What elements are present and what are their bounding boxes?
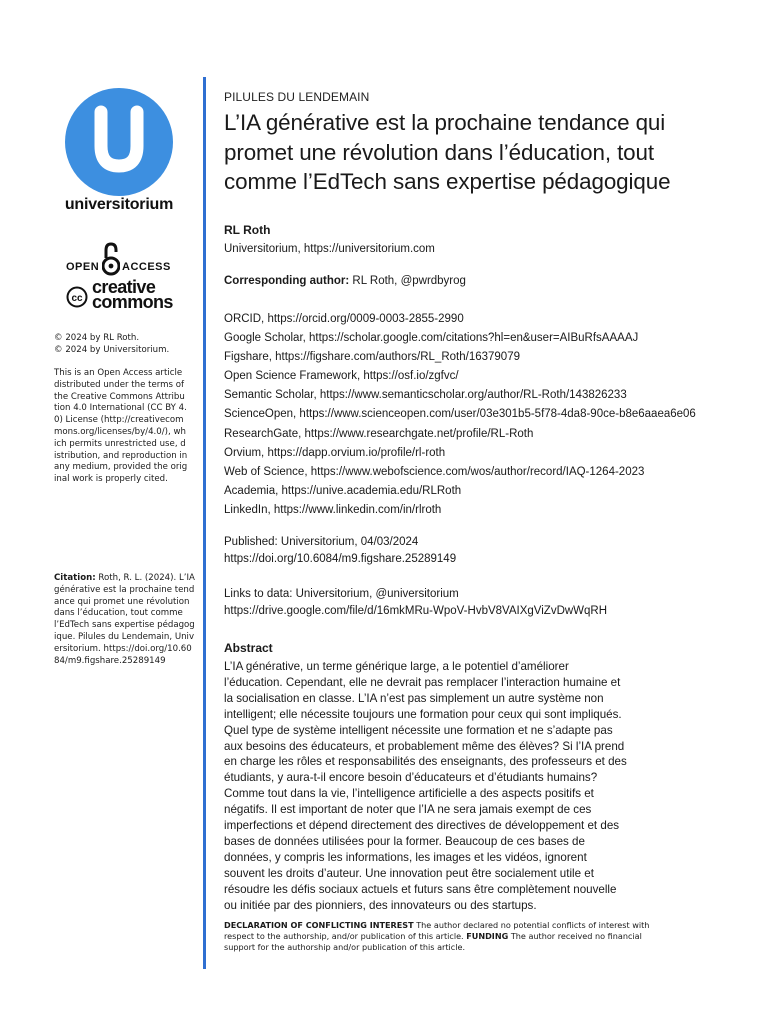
conflict-label: DECLARATION OF CONFLICTING INTEREST	[224, 920, 414, 930]
abstract-line: L’IA générative, un terme générique large, a le potentiel d’améliorer	[224, 660, 569, 673]
identifier-link[interactable]: LinkedIn, https://www.linkedin.com/in/rlroth	[224, 503, 442, 516]
abstract-line: aux besoins des éducateurs, et probablement même des élèves? Si l’IA prend	[224, 739, 625, 753]
abstract-line: Quel type de système intelligent nécessite une formation et ne s’adapte pas	[224, 723, 613, 737]
sidebar	[54, 88, 196, 314]
creative-commons-icon	[66, 286, 88, 308]
corresponding-label: Corresponding author:	[224, 275, 350, 287]
open-access-lock-icon	[102, 242, 120, 276]
doi-link[interactable]: https://doi.org/10.6084/m9.figshare.25289149	[224, 553, 457, 565]
abstract-line: bases de données utilisées pour la former. Beaucoup de ces bases de	[224, 834, 585, 848]
title-line: L’IA générative est la prochaine tendance qui	[224, 110, 666, 135]
title-line: comme l’EdTech sans expertise pédagogique	[224, 169, 671, 194]
published-date: Published: Universitorium, 04/03/2024	[224, 536, 419, 548]
author-affiliation: Universitorium, https://universitorium.com	[224, 243, 435, 255]
brand-logo	[54, 88, 184, 214]
identifier-link[interactable]: ResearchGate, https://www.researchgate.net/profile/RL-Roth	[224, 427, 534, 440]
abstract-heading: Abstract	[224, 641, 273, 655]
citation-label: Citation:	[54, 573, 96, 583]
abstract-line: l’éducation. Cependant, elle ne devrait pas remplacer l’interaction humaine et	[224, 675, 621, 689]
license-text: This is an Open Access article distributed under the terms of the Creative Commons Attribution 4.0 International (CC BY 4.0) License (http://creativecommons.org/licenses/by/4.0/), which permits unrestricted use, distribution, and reproduction in any medium, provided the original work is properly cited.	[54, 368, 188, 485]
conflict-text: The author declared no potential conflicts of interest with respect to the authorship, and/or publication of this article.	[224, 920, 650, 941]
open-access-word-access: ACCESS	[122, 261, 171, 273]
abstract-line: la socialisation en classe. L’IA n’est pas simplement un autre système non	[224, 691, 604, 705]
series-label: PILULES DU LENDEMAIN	[224, 90, 370, 104]
abstract-line: étudiants, y aura-t-il encore besoin d’éducateurs et d’étudiants humains?	[224, 771, 598, 785]
citation-text: Roth, R. L. (2024). L’IA générative est la prochaine tendance qui promet une révolution dans l’éducation, tout comme l’EdTech sans expertise pédagogique. Pilules du Lendemain, Universitorium. https://doi.org/10.6084/m9.figshare.25289149	[54, 573, 195, 666]
article-header	[224, 90, 724, 197]
declaration-block	[224, 920, 664, 953]
svg-text:cc: cc	[71, 293, 83, 304]
data-links-label: Links to data: Universitorium, @universitorium	[224, 588, 459, 600]
article-title	[224, 108, 724, 197]
abstract-line: ou initiée par des pionniers, des innovateurs ou des startups.	[224, 898, 537, 912]
author-identifiers	[224, 310, 696, 520]
citation-block	[54, 573, 196, 667]
publication-info	[224, 534, 456, 568]
abstract-line: données, y compris les informations, les images et les vidéos, ignorent	[224, 850, 587, 864]
identifier-link[interactable]: ScienceOpen, https://www.scienceopen.com/user/03e301b5-5f78-4da8-90ce-b8e6aaea6e06	[224, 408, 696, 421]
copyright-line: © 2024 by RL Roth.	[54, 333, 140, 343]
abstract-line: résoudre les défis sociaux actuels et futurs sans être complètement nouvelle	[224, 882, 617, 896]
identifier-link[interactable]: ORCID, https://orcid.org/0009-0003-2855-2990	[224, 313, 464, 325]
open-access-badge	[54, 242, 184, 314]
corresponding-author	[224, 275, 466, 287]
copyright-line: © 2024 by Universitorium.	[54, 344, 170, 355]
abstract-line: imperfections et dépend directement des directives de développement et des	[224, 819, 620, 833]
identifier-link[interactable]: Google Scholar, https://scholar.google.com/citations?hl=en&user=AIBuRfsAAAAJ	[224, 332, 639, 345]
funding-text: The author received no financial support for the authorship and/or publication of this article.	[224, 931, 642, 952]
corresponding-value: RL Roth, @pwrdbyrog	[349, 275, 466, 287]
data-links-url[interactable]: https://drive.google.com/file/d/16mkMRu-WpoV-HvbV8VAIXgViZvDwWqRH	[224, 605, 608, 617]
identifier-link[interactable]: Academia, https://unive.academia.edu/RLRoth	[224, 484, 462, 497]
abstract-body	[224, 659, 627, 914]
abstract-line: intelligent; elle nécessite toujours une formation pour ceux qui sont impliqués.	[224, 707, 622, 721]
funding-label: FUNDING	[466, 931, 509, 941]
brand-name: universitorium	[64, 196, 174, 213]
abstract-line: souvent les droits d’auteur. Une innovation peut être socialement utile et	[224, 866, 594, 880]
identifier-link[interactable]: Semantic Scholar, https://www.semanticscholar.org/author/RL-Roth/143826233	[224, 389, 627, 402]
creative-commons-wordmark: creative commons	[92, 277, 173, 312]
vertical-divider	[203, 77, 206, 969]
identifier-link[interactable]: Figshare, https://figshare.com/authors/RL_Roth/16379079	[224, 351, 520, 364]
author-name: RL Roth	[224, 223, 271, 237]
identifier-link[interactable]: Web of Science, https://www.webofscience.com/wos/author/record/IAQ-1264-2023	[224, 465, 645, 478]
identifier-link[interactable]: Open Science Framework, https://osf.io/zgfvc/	[224, 370, 459, 383]
copyright-notice	[54, 333, 188, 357]
universitorium-logo-icon	[63, 88, 175, 196]
abstract-line: en charge les rôles et responsabilités des enseignants, des professeurs et des	[224, 755, 627, 769]
abstract-line: négatifs. Il est important de noter que l’IA ne sera jamais exempt de ces	[224, 803, 592, 817]
creative-commons-logo	[66, 277, 186, 314]
identifier-link[interactable]: Orvium, https://dapp.orvium.io/profile/rl-roth	[224, 446, 446, 459]
abstract-line: Comme tout dans la vie, l’intelligence artificielle a des aspects positifs et	[224, 787, 594, 801]
data-links	[224, 586, 607, 620]
title-line: promet une révolution dans l’éducation, tout	[224, 139, 655, 165]
open-access-word-open: OPEN	[66, 261, 100, 273]
